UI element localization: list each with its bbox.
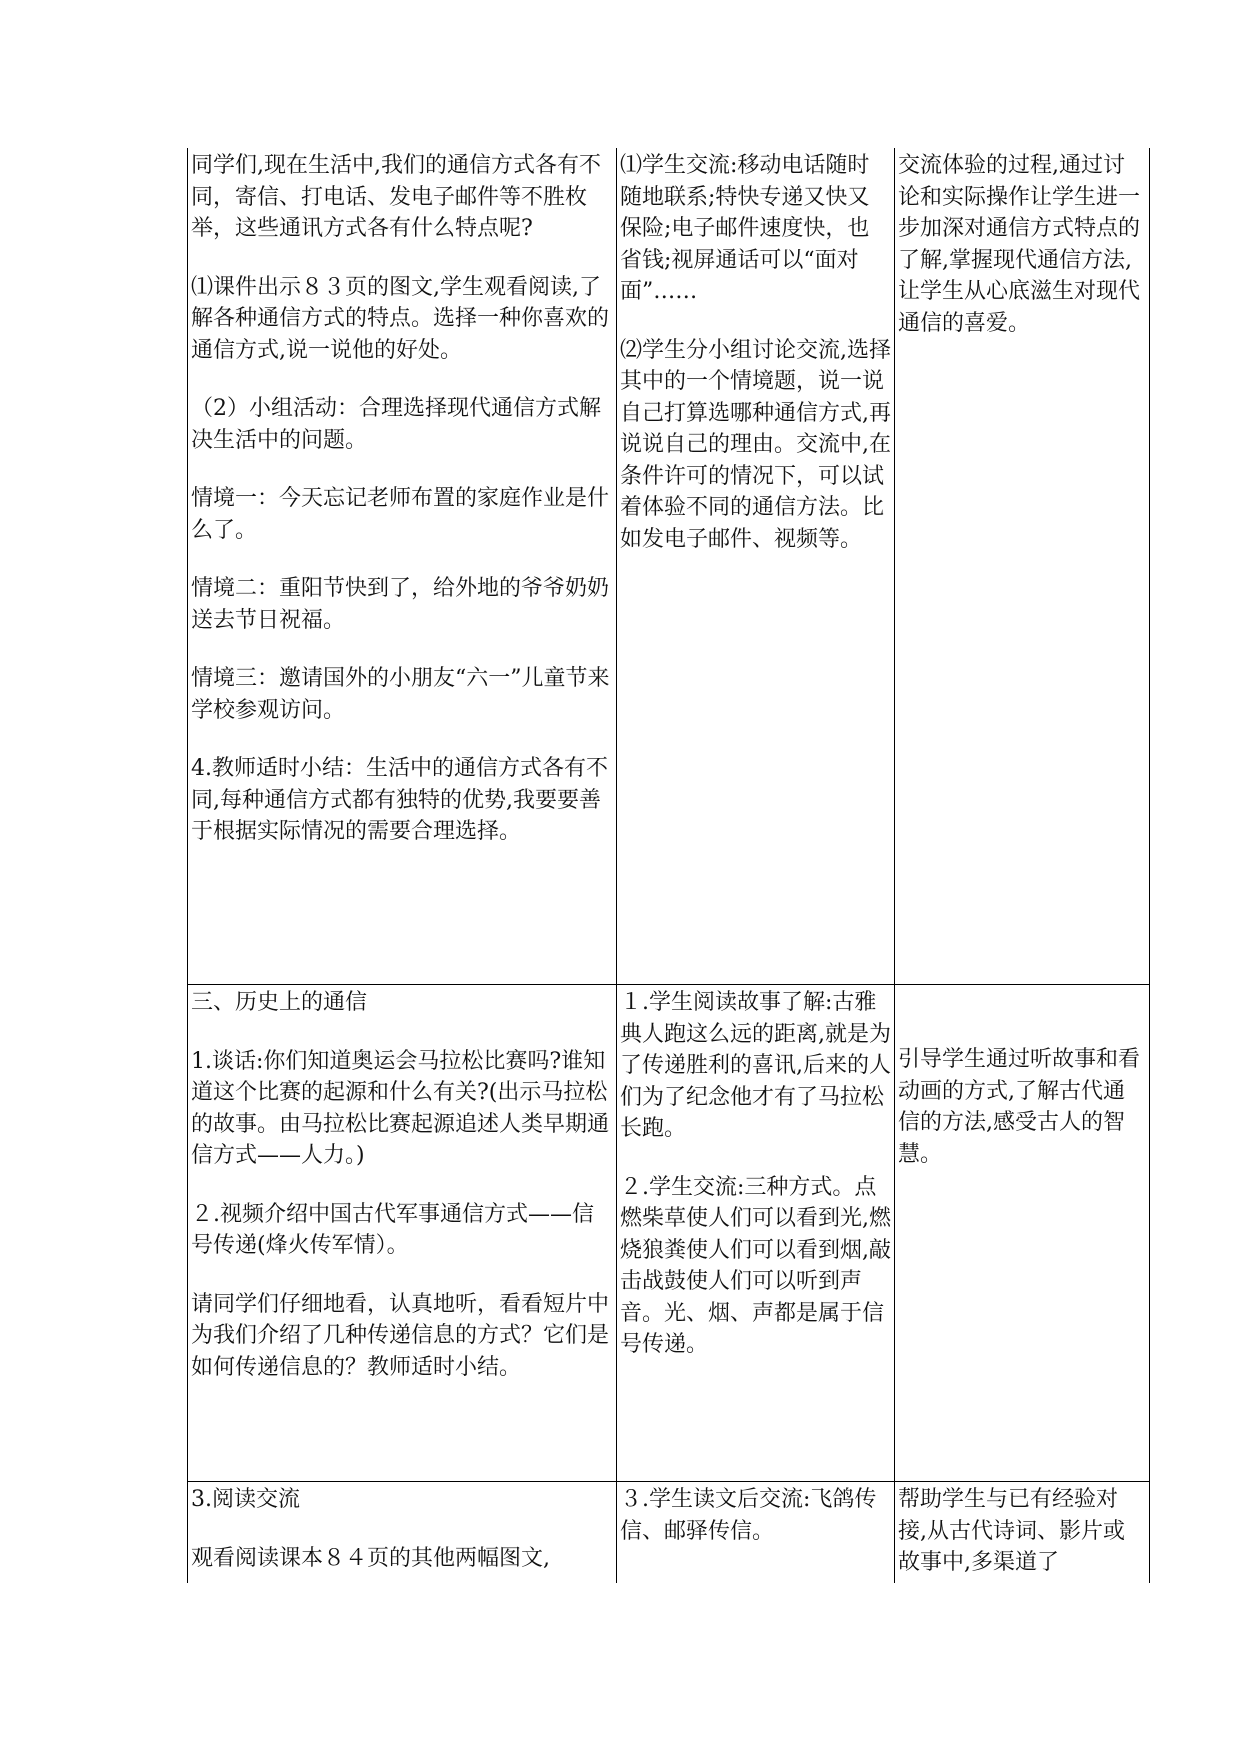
table-cell-activity: [188, 1482, 617, 1583]
cell-paragraph: 情境三：邀请国外的小朋友“六一”儿童节来学校参观访问。: [191, 666, 610, 723]
cell-paragraph: 4.教师适时小结：生活中的通信方式各有不同,每种通信方式都有独特的优势,我要要善于根据实际情况的需要合理选择。: [191, 756, 608, 844]
cell-paragraph: 1.谈话:你们知道奥运会马拉松比赛吗?谁知道这个比赛的起源和什么有关?(出示马拉松的故事。由马拉松比赛起源追述人类早期通信方式——人力。): [191, 1048, 610, 1168]
cell-paragraph: 引导学生通过听故事和看动画的方式,了解古代通信的方法,感受古人的智慧。: [898, 1047, 1141, 1167]
table-cell-activity: [188, 985, 617, 1482]
cell-paragraph: ２.视频介绍中国古代军事通信方式——信号传递(烽火传军情）。: [191, 1201, 594, 1258]
cell-paragraph: 请同学们仔细地看，认真地听，看看短片中为我们介绍了几种传递信息的方式？它们是如何传递信息的？教师适时小结。: [191, 1291, 610, 1380]
table-cell-activity: [188, 148, 617, 985]
cell-paragraph: 情境一：今天忘记老师布置的家庭作业是什么了。: [191, 486, 610, 543]
table-row: [188, 985, 1150, 1482]
cell-paragraph: [898, 987, 1146, 1018]
table-cell-student: [617, 148, 895, 985]
table-row: [188, 148, 1150, 985]
cell-paragraph: 帮助学生与已有经验对接,从古代诗词、影片或故事中,多渠道了: [898, 1487, 1125, 1575]
cell-paragraph: 观看阅读课本８４页的其他两幅图文,: [191, 1545, 550, 1571]
cell-paragraph: 交流体验的过程,通过讨论和实际操作让学生进一步加深对通信方式特点的了解,掌握现代通信方法,让学生从心底滋生对现代通信的喜爱。: [898, 153, 1141, 336]
cell-paragraph: ３.学生读文后交流:飞鸽传信、邮驿传信。: [620, 1487, 877, 1544]
cell-paragraph: 情境二：重阳节快到了，给外地的爷爷奶奶送去节日祝福。: [191, 576, 610, 633]
table-row: [188, 1482, 1150, 1583]
cell-paragraph: （2）小组活动：合理选择现代通信方式解决生活中的问题。: [191, 396, 601, 453]
table-cell-intent: [895, 985, 1150, 1482]
cell-paragraph: ⑴学生交流:移动电话随时随地联系;特快专递又快又保险;电子邮件速度快，也省钱;视屏通话可以“面对面”……: [620, 153, 870, 304]
cell-paragraph: ２.学生交流:三种方式。点燃柴草使人们可以看到光,燃烧狼粪使人们可以看到烟,敲击战鼓使人们可以听到声音。光、烟、声都是属于信号传递。: [620, 1174, 891, 1357]
cell-paragraph: 3.阅读交流: [191, 1487, 300, 1512]
lesson-plan-table: [187, 148, 1150, 1583]
cell-paragraph: ⑵学生分小组讨论交流,选择其中的一个情境题，说一说自己打算选哪种通信方式,再说说自己的理由。交流中,在条件许可的情况下，可以试着体验不同的通信方法。比如发电子邮件、视频等。: [620, 337, 891, 552]
cell-paragraph: １.学生阅读故事了解:古雅典人跑这么远的距离,就是为了传递胜利的喜讯,后来的人们为了纪念他才有了马拉松长跑。: [620, 990, 891, 1141]
table-cell-student: [617, 1482, 895, 1583]
cell-paragraph: ⑴课件出示８３页的图文,学生观看阅读,了解各种通信方式的特点。选择一种你喜欢的通信方式,说一说他的好处。: [191, 274, 610, 363]
cell-paragraph: 同学们,现在生活中,我们的通信方式各有不同，寄信、打电话、发电子邮件等不胜枚举，这些通讯方式各有什么特点呢?: [191, 153, 601, 241]
table-cell-intent: [895, 148, 1150, 985]
table-cell-intent: [895, 1482, 1150, 1583]
table-cell-student: [617, 985, 895, 1482]
cell-paragraph: 三、历史上的通信: [191, 990, 368, 1015]
